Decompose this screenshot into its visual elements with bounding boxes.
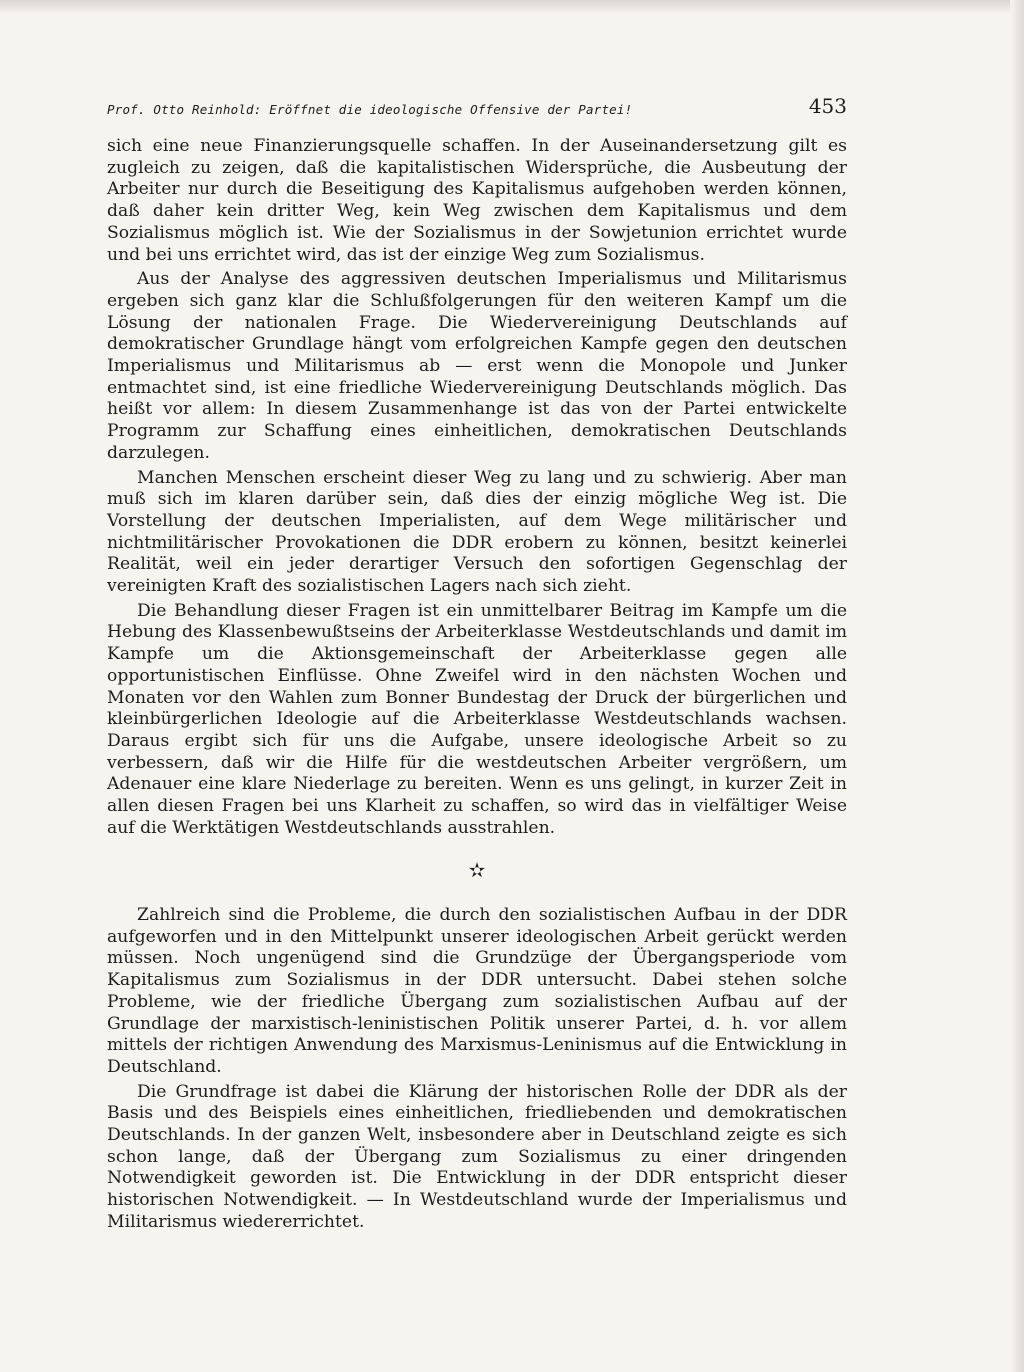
- scan-top-edge: [0, 0, 1024, 14]
- paragraph: Die Grundfrage ist dabei die Klärung der historischen Rolle der DDR als der Basis und des Beispiels eines einheitlichen, friedliebenden und demokratischen Deutschlands. In der ganzen Welt, insbesondere aber in Deutschland zeigte es sich schon lange, daß der Übergang zum Sozialismus zu einer dringenden Notwendigkeit geworden ist. Die Entwicklung in der DDR entspricht dieser historischen Notwendigkeit. — In Westdeutschland wurde der Imperialismus und Militarismus wiedererrichtet.: [107, 1081, 847, 1232]
- paragraph: Aus der Analyse des aggressiven deutschen Imperialismus und Militarismus ergeben sich ganz klar die Schlußfolgerungen für den weiteren Kampf um die Lösung der nationalen Frage. Die Wiedervereinigung Deutschlands auf demokratischer Grundlage hängt vom erfolgreichen Kampfe gegen den deutschen Imperialismus und Militarismus ab — erst wenn die Monopole und Junker entmachtet sind, ist eine friedliche Wiedervereinigung Deutschlands möglich. Das heißt vor allem: In diesem Zusammenhange ist das von der Partei entwickelte Programm zur Schaffung eines einheitlichen, demokratischen Deutschlands darzulegen.: [107, 269, 847, 463]
- paragraph: Die Behandlung dieser Fragen ist ein unmittelbarer Beitrag im Kampfe um die Hebung des Klassenbewußtseins der Arbeiterklasse Westdeutschlands und damit im Kampfe um die Aktionsgemeinschaft der Arbeiterklasse gegen alle opportunistischen Einflüsse. Ohne Zweifel wird in den nächsten Wochen und Monaten vor den Wahlen zum Bonner Bundestag der Druck der bürgerlichen und kleinbürgerlichen Ideologie auf die Arbeiterklasse Westdeutschlands wachsen. Daraus ergibt sich für uns die Aufgabe, unsere ideologische Arbeit so zu verbessern, daß wir die Hilfe für die westdeutschen Arbeiter vergrößern, um Adenauer eine klare Niederlage zu bereiten. Wenn es uns gelingt, in kurzer Zeit in allen diesen Fragen bei uns Klarheit zu schaffen, so wird das in vielfältiger Weise auf die Werktätigen Westdeutschlands ausstrahlen.: [107, 600, 847, 838]
- section-2: [107, 905, 847, 1234]
- paragraph: Zahlreich sind die Probleme, die durch den sozialistischen Aufbau in der DDR aufgeworfen und in den Mittelpunkt unserer ideologischen Arbeit gerückt werden müssen. Noch ungenügend sind die Grundzüge der Übergangsperiode vom Kapitalismus zum Sozialismus in der DDR untersucht. Dabei stehen solche Probleme, wie der friedliche Übergang zum sozialistischen Aufbau auf der Grundlage der marxistisch-leninistischen Politik unserer Partei, d. h. vor allem mittels der richtigen Anwendung des Marxismus-Leninismus auf die Entwicklung in Deutschland.: [107, 905, 847, 1077]
- page-number: 453: [808, 94, 847, 118]
- page-header: [107, 94, 847, 124]
- scan-right-edge: [1010, 0, 1024, 1372]
- paragraph: sich eine neue Finanzierungsquelle schaffen. In der Auseinandersetzung gilt es zugleich zu zeigen, daß die kapitalistischen Widersprüche, die Ausbeutung der Arbeiter nur durch die Beseitigung des Kapitalismus aufgehoben werden können, daß daher kein dritter Weg, kein Weg zwischen dem Kapitalismus und dem Sozialismus möglich ist. Wie der Sozialismus in der Sowjetunion errichtet wurde und bei uns errichtet wird, das ist der einzige Weg zum Sozialismus.: [107, 136, 847, 265]
- section-separator-star: ✫: [468, 858, 486, 882]
- running-head: Prof. Otto Reinhold: Eröffnet die ideologische Offensive der Partei!: [107, 102, 633, 117]
- section-1: [107, 136, 847, 840]
- paragraph: Manchen Menschen erscheint dieser Weg zu lang und zu schwierig. Aber man muß sich im klaren darüber sein, daß dies der einzig mögliche Weg ist. Die Vorstellung der deutschen Imperialisten, auf dem Wege militärischer und nichtmilitärischer Provokationen die DDR erobern zu können, besitzt keinerlei Realität, weil ein jeder derartiger Versuch den sofortigen Gegenschlag der vereinigten Kraft des sozialistischen Lagers nach sich zieht.: [107, 467, 847, 597]
